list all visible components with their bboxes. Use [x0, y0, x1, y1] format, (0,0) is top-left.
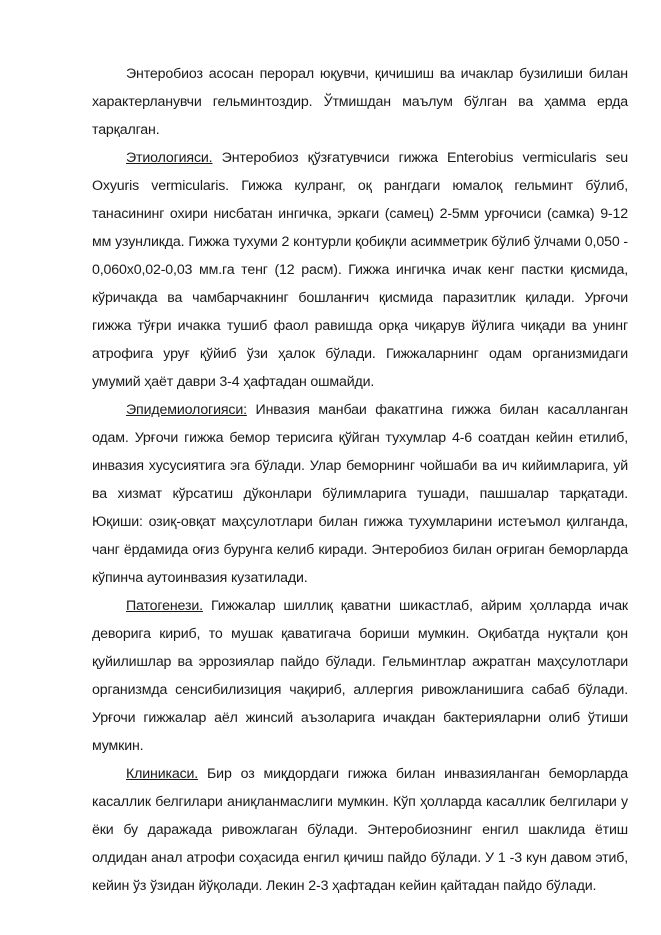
paragraph-pathogenesis [92, 592, 628, 760]
paragraph-etiology [92, 144, 628, 396]
paragraph-text: Гижжалар шиллиқ қаватни шикастлаб, айрим ҳолларда ичак деворига кириб, то мушак қаватигача бориши мумкин. Оқибатда нуқтали қон қуйилишлар ва эррозиялар пайдо бўлади. Гельминтлар ажратган маҳсулотлари организмда сенсибилизиция чақириб, аллергия ривожланишига сабаб бўлади. Урғочи гижжалар аёл жинсий аъзоларига ичакдан бактерияларни олиб ўтиши мумкин. [92, 598, 628, 754]
paragraph-epidemiology [92, 396, 628, 592]
section-heading-etiology: Этиологияси. [126, 150, 213, 166]
section-heading-pathogenesis: Патогенези. [126, 598, 203, 614]
paragraph-clinical [92, 760, 628, 900]
paragraph-intro [92, 60, 628, 144]
paragraph-text: Энтеробиоз асосан перорал юқувчи, қичишиш ва ичаклар бузилиши билан характерланувчи гельминтоздир. Ўтмишдан маълум бўлган ва ҳамма ерда тарқалган. [92, 66, 628, 138]
section-heading-epidemiology: Эпидемиологияси: [126, 402, 247, 418]
paragraph-text: Энтеробиоз қўзғатувчиси гижжа Enterobius vermicularis seu Oxyuris vermicularis. Гижжа кулранг, оқ рангдаги юмалоқ гельминт бўлиб, танасининг охири нисбатан ингичка, эркаги (самец) 2-5мм урғочиси (самка) 9-12 мм узунликда. Гижжа тухуми 2 контурли қобиқли асимметрик бўлиб ўлчами 0,050 - 0,060х0,02-0,03 мм.га тенг (12 расм). Гижжа ингичка ичак кенг пастки қисмида, кўричакда ва чамбарчакнинг бошланғич қисмида паразитлик қилади. Урғочи гижжа тўғри ичакка тушиб фаол равишда орқа чиқарув йўлига чиқади ва унинг атрофига уруғ қўйиб ўзи ҳалок бўлади. Гижжаларнинг одам организмидаги умумий ҳаёт даври 3-4 ҳафтадан ошмайди. [92, 150, 628, 390]
section-heading-clinical: Клиникаси. [126, 766, 199, 782]
paragraph-text: Бир оз миқдордаги гижжа билан инвазияланган беморларда касаллик белгилари аниқланмаслиги мумкин. Кўп ҳолларда касаллик белгилари у ёки бу даражада ривожлаган бўлади. Энтеробиознинг енгил шаклида ётиш олдидан анал атрофи соҳасида енгил қичиш пайдо бўлади. У 1 -3 кун давом этиб, кейин ўз ўзидан йўқолади. Лекин 2-3 ҳафтадан кейин қайтадан пайдо бўлади. [92, 766, 628, 894]
paragraph-text: Инвазия манбаи факатгина гижжа билан касалланган одам. Урғочи гижжа бемор терисига қўйган тухумлар 4-6 соатдан кейин етилиб, инвазия хусусиятига эга бўлади. Улар беморнинг чойшаби ва ич кийимларига, уй ва хизмат кўрсатиш дўконлари бўлимларига тушади, пашшалар тарқатади. Юқиши: озиқ-овқат маҳсулотлари билан гижжа тухумларини истеъмол қилганда, чанг ёрдамида оғиз бурунга келиб киради. Энтеробиоз билан оғриган беморларда кўпинча аутоинвазия кузатилади. [92, 402, 628, 586]
document-page [92, 60, 628, 900]
